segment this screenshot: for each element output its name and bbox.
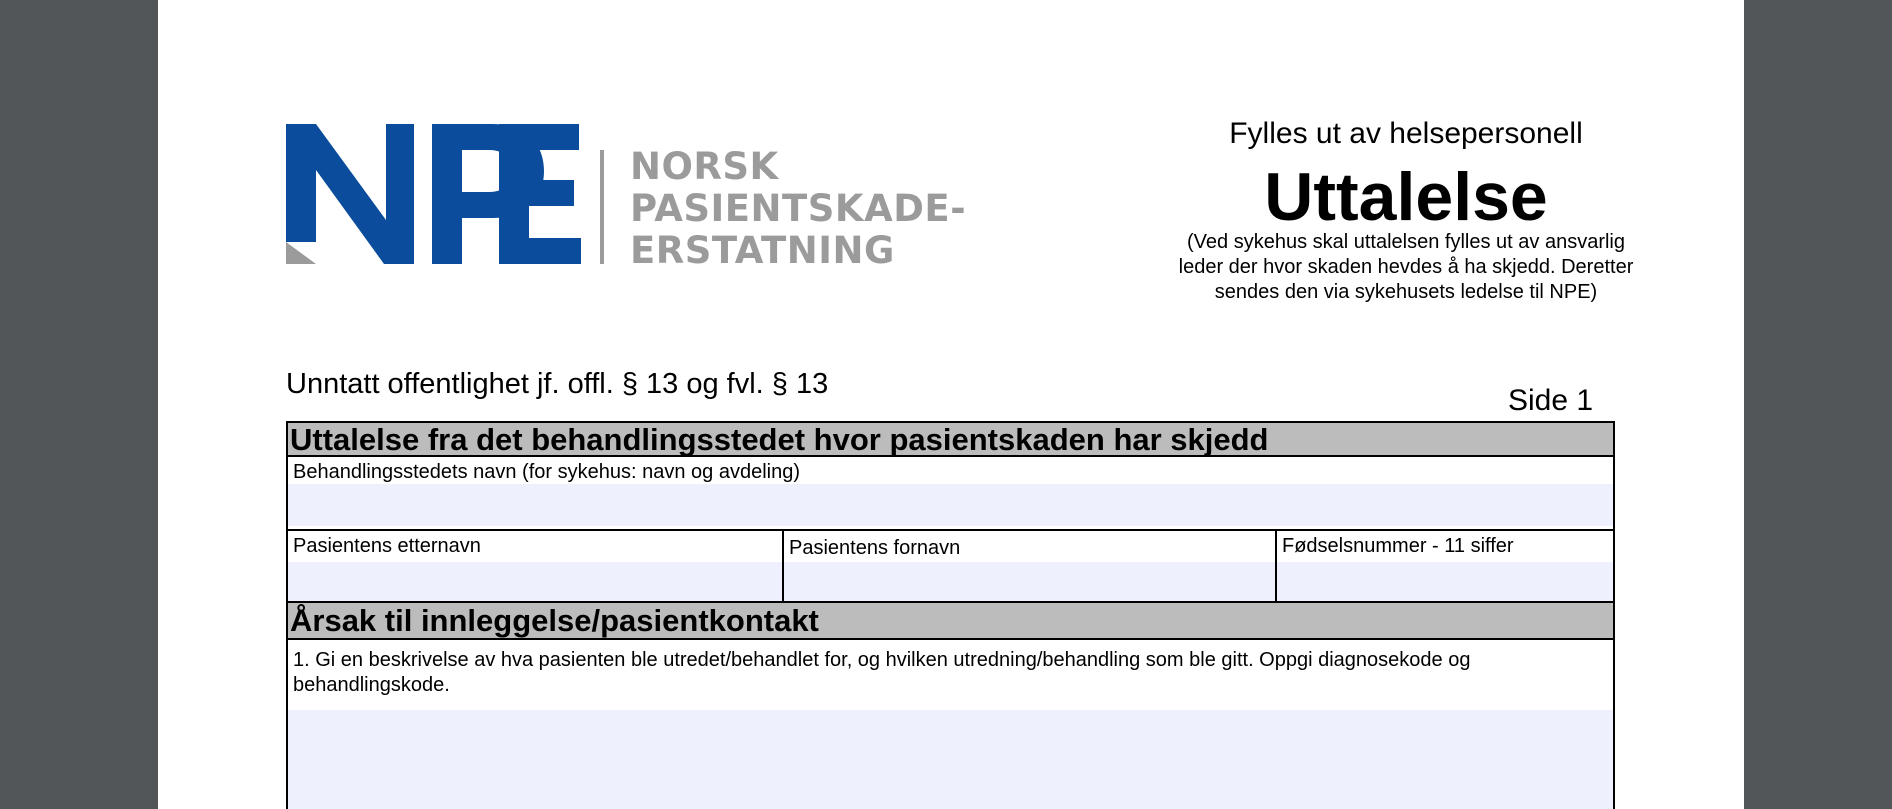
patient-lastname-label: Pasientens etternavn (293, 535, 481, 557)
patient-firstname-field (782, 531, 1275, 601)
form-title: Uttalelse (1264, 159, 1548, 235)
facility-name-input[interactable] (288, 484, 1613, 526)
q1-textarea[interactable] (288, 710, 1613, 809)
facility-name-label: Behandlingsstedets navn (for sykehus: navn og avdeling) (293, 461, 800, 483)
ssn-field (1275, 531, 1613, 601)
patient-firstname-label: Pasientens fornavn (789, 537, 961, 559)
logo-line-1: NORSK (630, 145, 779, 188)
patient-lastname-input[interactable] (288, 562, 782, 601)
form-instructions: (Ved sykehus skal uttalelsen fylles ut av ansvarlig leder der hvor skaden hevdes å ha skjedd. Deretter sendes den via sykehusets ledelse til NPE) (1178, 231, 1634, 303)
page-number: Side 1 (1508, 384, 1594, 417)
q1-label: 1. Gi en beskrivelse av hva pasienten ble utredet/behandlet for, og hvilken utredning/behandling som ble gitt. Oppgi diagnosekode og behandlingskode. (293, 649, 1471, 696)
logo-line-3: ERSTATNING (630, 229, 895, 272)
logo-divider (600, 150, 604, 264)
patient-firstname-input[interactable] (784, 562, 1275, 601)
document-page (158, 0, 1744, 809)
statement-form (286, 421, 1615, 809)
ssn-label: Fødselsnummer - 11 siffer (1282, 535, 1514, 557)
form-header (1166, 116, 1646, 305)
ssn-input[interactable] (1277, 562, 1613, 601)
section-heading-treatment-site: Uttalelse fra det behandlingsstedet hvor pasientskaden har skjedd (288, 421, 1613, 457)
logo-wordmark (630, 146, 966, 272)
form-subtitle: Fylles ut av helsepersonell (1229, 117, 1583, 150)
patient-info-row (288, 529, 1613, 601)
section-heading-admission-reason: Årsak til innleggelse/pasientkontakt (288, 601, 1613, 640)
logo-line-2: PASIENTSKADE- (630, 187, 967, 230)
q1-field (288, 640, 1613, 809)
facility-name-field (288, 457, 1613, 529)
confidentiality-notice: Unntatt offentlighet jf. offl. § 13 og fvl. § 13 (286, 368, 829, 400)
npe-logo (286, 124, 967, 272)
npe-logo-mark (286, 124, 616, 264)
patient-lastname-field (288, 531, 782, 601)
